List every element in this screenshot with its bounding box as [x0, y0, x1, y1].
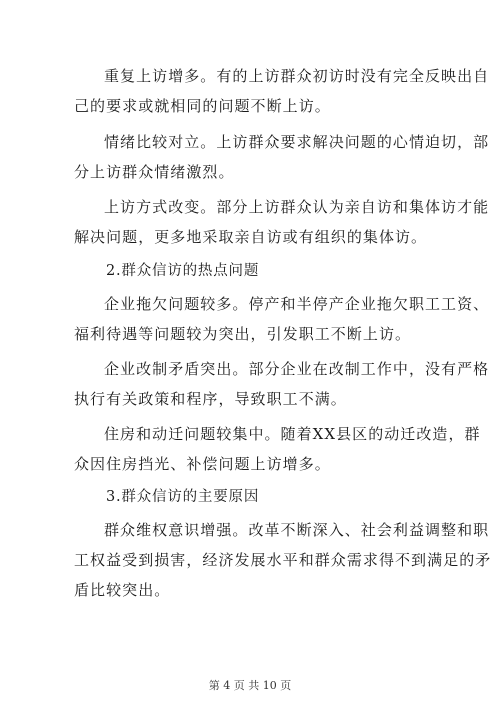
paragraph-line: 住房和动迁问题较集中。随着XX县区的动迁改造，群 [104, 425, 481, 443]
paragraph-line: 企业改制矛盾突出。部分企业在改制工作中，没有严格 [104, 360, 490, 378]
section-heading: 3.群众信访的主要原因 [106, 489, 260, 505]
paragraph-line: 上访方式改变。部分上访群众认为亲自访和集体访才能 [104, 198, 490, 216]
paragraph-line: 工权益受到损害，经济发展水平和群众需求得不到满足的矛 [74, 551, 492, 569]
paragraph-line: 群众维权意识增强。改革不断深入、社会利益调整和职 [104, 521, 490, 539]
page-footer: 第 4 页 共 10 页 [208, 679, 292, 692]
paragraph-line: 众因住房挡光、补偿问题上访增多。 [74, 455, 331, 473]
paragraph-line: 执行有关政策和程序，导致职工不满。 [74, 390, 347, 408]
section-heading: 2.群众信访的热点问题 [106, 263, 260, 279]
paragraph-line: 情绪比较对立。上访群众要求解决问题的心情迫切，部 [104, 133, 490, 151]
paragraph-line: 己的要求或就相同的问题不断上访。 [74, 97, 331, 115]
paragraph-line: 盾比较突出。 [74, 581, 171, 599]
paragraph-line: 解决问题，更多地采取亲自访或有组织的集体访。 [74, 228, 428, 246]
paragraph-line: 分上访群众情绪激烈。 [74, 163, 235, 181]
paragraph-line: 重复上访增多。有的上访群众初访时没有完全反映出自 [104, 67, 490, 85]
paragraph-line: 企业拖欠问题较多。停产和半停产企业拖欠职工工资、 [104, 295, 490, 313]
paragraph-line: 福利待遇等问题较为突出，引发职工不断上访。 [74, 325, 412, 343]
